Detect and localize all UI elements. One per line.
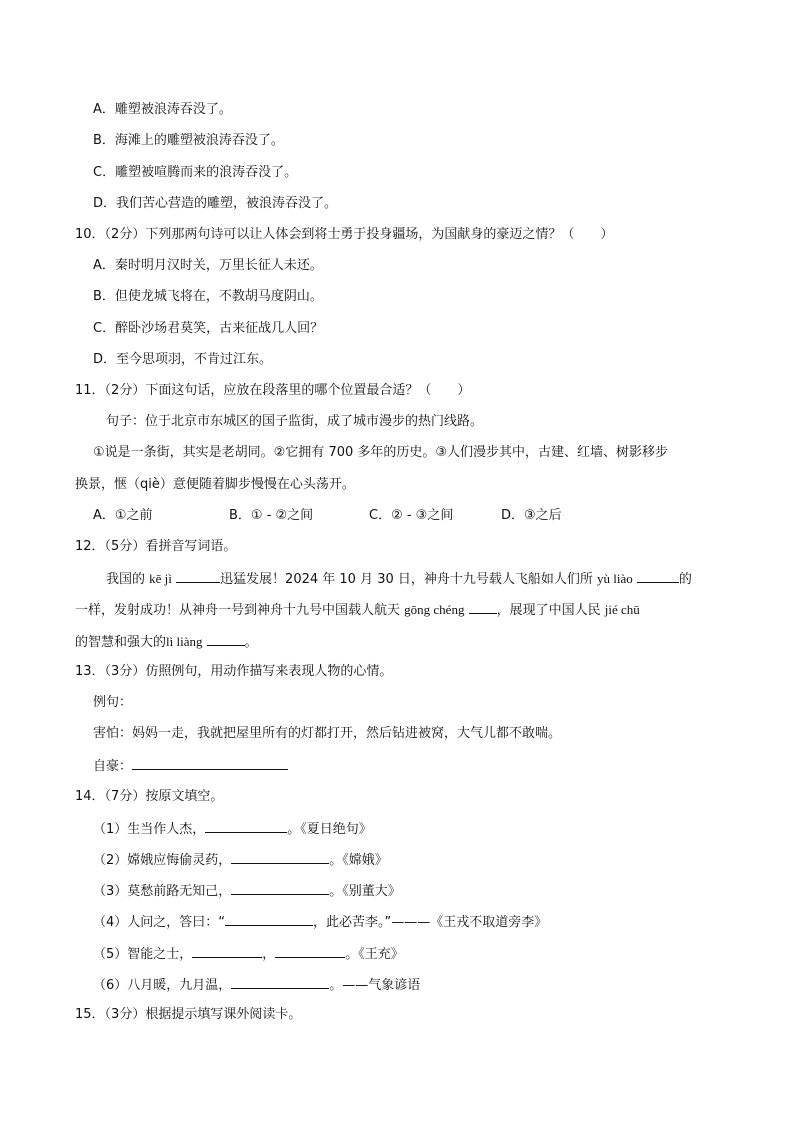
q14-text: （1）生当作人杰， [93,822,206,837]
q12-line2 [75,600,640,620]
q14-text: （2）嫦娥应悔偷灵药， [93,853,232,868]
q11-stem: 11．（2分）下面这句话，应放在段落里的哪个位置最合适？（ ） [75,383,471,398]
q12-blank-3[interactable] [469,600,497,614]
q13-answer-label: 自豪： [93,759,133,774]
q12-pinyin-gongcheng: gōng chéng [404,602,465,617]
q10-option-a: A．秦时明月汉时关，万里长征人未还。 [93,258,323,273]
q14-text: 。《王充》 [345,947,404,962]
q12-blank-2[interactable] [637,569,679,583]
q14-blank-3[interactable] [231,881,329,895]
q14-blank-4[interactable] [225,912,313,926]
q14-text: 。《别董大》 [329,884,401,899]
q14-blank-6[interactable] [231,975,329,989]
q12-text: 。 [244,635,258,650]
q10-option-b: B．但使龙城飞将在，不教胡马度阴山。 [93,289,323,304]
q11-paragraph-line1: ①说是一条街，其实是老胡同。②它拥有 700 多年的历史。③人们漫步其中，古建、红墙、树影移步 [93,445,669,460]
q14-text: （4）人问之，答曰：“ [93,915,226,930]
q12-text: ，展现了中国人民 [496,603,601,618]
q12-text: 迅猛发展！2024 年 10 月 30 日，神舟十九号载人飞船如人们所 [220,572,593,587]
q14-blank-2[interactable] [231,850,329,864]
q12-line3 [75,632,258,652]
q12-line1 [106,569,692,589]
q14-text: （5）智能之士， [93,947,193,962]
q14-blank-5b[interactable] [275,944,345,958]
q14-item-3 [93,881,401,901]
q12-pinyin-keji: kē jì [149,571,172,586]
q14-item-4 [93,912,547,932]
q12-text: 的智慧和强大的 [75,635,167,650]
q9-option-c: C．雕塑被喧腾而来的浪涛吞没了。 [93,165,298,180]
q13-example: 害怕：妈妈一走，我就把屋里所有的灯都打开，然后钻进被窝，大气儿都不敢喘。 [93,726,562,741]
q15-stem: 15．（3分）根据提示填写课外阅读卡。 [75,1007,302,1022]
q11-option-c: C．② - ③之间 [369,508,454,523]
q13-stem: 13．（3分）仿照例句，用动作描写来表现人物的心情。 [75,664,393,679]
q9-option-a: A．雕塑被浪涛吞没了。 [93,102,232,117]
q13-example-label: 例句： [93,695,133,710]
q12-text: 的 [678,572,692,587]
q14-text: （6）八月暖，九月温， [93,978,232,993]
q14-item-6 [93,975,420,995]
q10-option-c: C．醉卧沙场君莫笑，古来征战几人回？ [93,321,324,336]
q12-pinyin-jiechu: jié chū [604,602,640,617]
q12-text: 我国的 [106,572,146,587]
q11-sentence: 句子：位于北京市东城区的国子监街，成了城市漫步的热门线路。 [106,414,484,429]
q12-blank-5[interactable] [207,632,245,646]
q14-item-1 [93,819,372,839]
q11-options [93,507,562,525]
q10-option-d: D．至今思项羽，不肯过江东。 [93,352,273,367]
q14-text: 。《夏日绝句》 [287,822,372,837]
q13-answer-blank[interactable] [132,756,288,770]
q14-text: （3）莫愁前路无知己， [93,884,232,899]
q12-pinyin-yuliao: yù liào [597,571,633,586]
q14-blank-1[interactable] [205,819,287,833]
q14-item-2 [93,850,388,870]
q9-option-b: B．海滩上的雕塑被浪涛吞没了。 [93,133,284,148]
q14-text: 。——气象谚语 [329,978,421,993]
q11-paragraph-line2: 换景，惬（qiè）意便随着脚步慢慢在心头荡开。 [75,477,355,492]
q11-option-d: D．③之后 [501,508,562,523]
q9-option-d: D．我们苦心营造的雕塑，被浪涛吞没了。 [93,196,338,211]
q11-option-a: A．①之前 [93,508,153,523]
q14-stem: 14．（7分）按原文填空。 [75,789,224,804]
q14-item-5 [93,944,404,964]
q12-stem: 12．（5分）看拼音写词语。 [75,539,237,554]
q14-text: ，此必苦李。”———《王戎不取道旁李》 [313,915,548,930]
q14-blank-5a[interactable] [192,944,262,958]
q10-stem: 10．（2分）下列那两句诗可以让人体会到将士勇于投身疆场，为国献身的豪迈之情？（ ） [75,227,614,242]
q12-text: 一样，发射成功！从神舟一号到神舟十九号中国载人航天 [75,603,401,618]
q14-text: 。《嫦娥》 [329,853,388,868]
q14-text: ， [262,947,276,962]
q13-answer [93,756,288,776]
q12-pinyin-liliang: lì liàng [166,634,203,649]
q11-option-b: B．① - ②之间 [229,508,314,523]
q12-blank-1[interactable] [176,569,220,583]
